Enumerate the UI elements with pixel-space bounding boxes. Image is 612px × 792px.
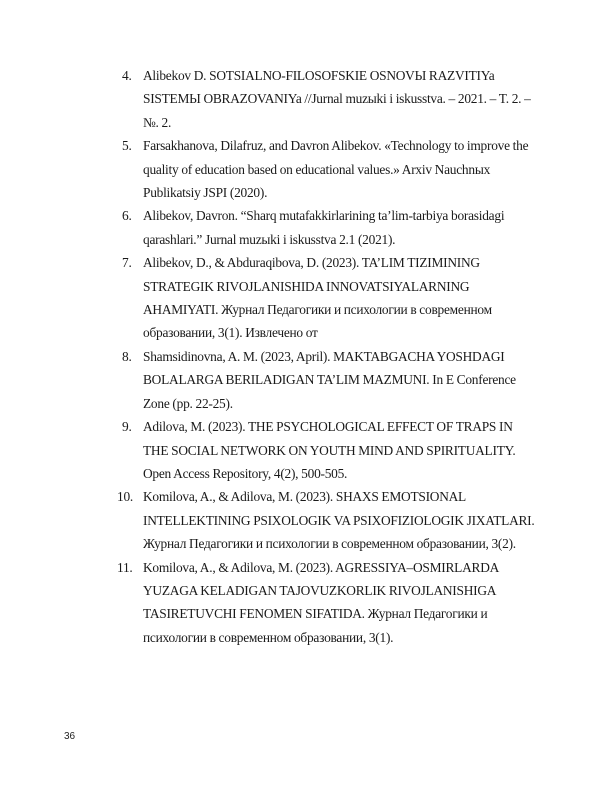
reference-number: 6. [122,208,132,224]
reference-item [117,485,540,555]
reference-item [122,415,540,485]
reference-number: 11. [117,559,133,575]
reference-number: 7. [122,255,132,271]
reference-number: 4. [122,68,132,83]
reference-item [117,556,540,650]
page-number: 36 [64,731,76,742]
reference-number: 10. [117,489,133,505]
reference-item [122,251,540,345]
reference-text: Alibekov, Davron. “Sharq mutafakkirlarining ta’lim-tarbiya borasidagi qarashlari.” Jurnal muzыki i iskusstva 2.1 (2021). [143,208,505,247]
reference-text: Alibekov, D., & Abduraqibova, D. (2023). TA’LIM TIZIMINING STRATEGIK RIVOJLANISHIDA INNOVATSIYALARNING AHAMIYATI. Журнал Педагогики и психологии в современном образовании, 3(1). Извлечено от [143,255,492,341]
reference-list [117,64,540,649]
reference-number: 5. [122,138,132,154]
reference-item [122,134,540,204]
reference-text: Adilova, M. (2023). THE PSYCHOLOGICAL EFFECT OF TRAPS IN THE SOCIAL NETWORK ON YOUTH MIND AND SPIRITUALITY. Open Access Repository, 4(2), 500-505. [143,419,516,481]
reference-number: 8. [122,348,132,364]
reference-text: Farsakhanova, Dilafruz, and Davron Alibekov. «Technology to improve the quality of education based on educational values.» Arxiv Nauchnыx Publikatsiy JSPI (2020). [143,138,529,201]
reference-text: Komilova, A., & Adilova, M. (2023). AGRESSIYA–OSMIRLARDA YUZAGA KELADIGAN TAJOVUZKORLIK RIVOJLANISHIGA TASIRETUVCHI FENOMEN SIFATIDA. Журнал Педагогики и психологии в современном образовании, 3(1). [143,559,499,645]
reference-number: 9. [122,419,132,435]
reference-text: Alibekov D. SOTSIALNO-FILOSOFSKIE OSNOVЫ RAZVITIYa SISTEMЫ OBRAZOVANIYa //Jurnal muzыki i iskusstva. – 2021. – T. 2. – №. 2. [143,68,531,130]
reference-item [122,64,540,134]
reference-text: Shamsidinovna, A. M. (2023, April). MAKTABGACHA YOSHDAGI BOLALARGA BERILADIGAN TA’LIM MAZMUNI. In E Conference Zone (pp. 22-25). [143,348,516,411]
reference-text: Komilova, A., & Adilova, M. (2023). SHAXS EMOTSIONAL INTELLEKTINING PSIXOLOGIK VA PSIXOFIZIOLOGIK JIXATLARI. Журнал Педагогики и психологии в современном образовании, 3(2). [143,489,535,552]
reference-item [122,345,540,415]
reference-item [122,204,540,251]
